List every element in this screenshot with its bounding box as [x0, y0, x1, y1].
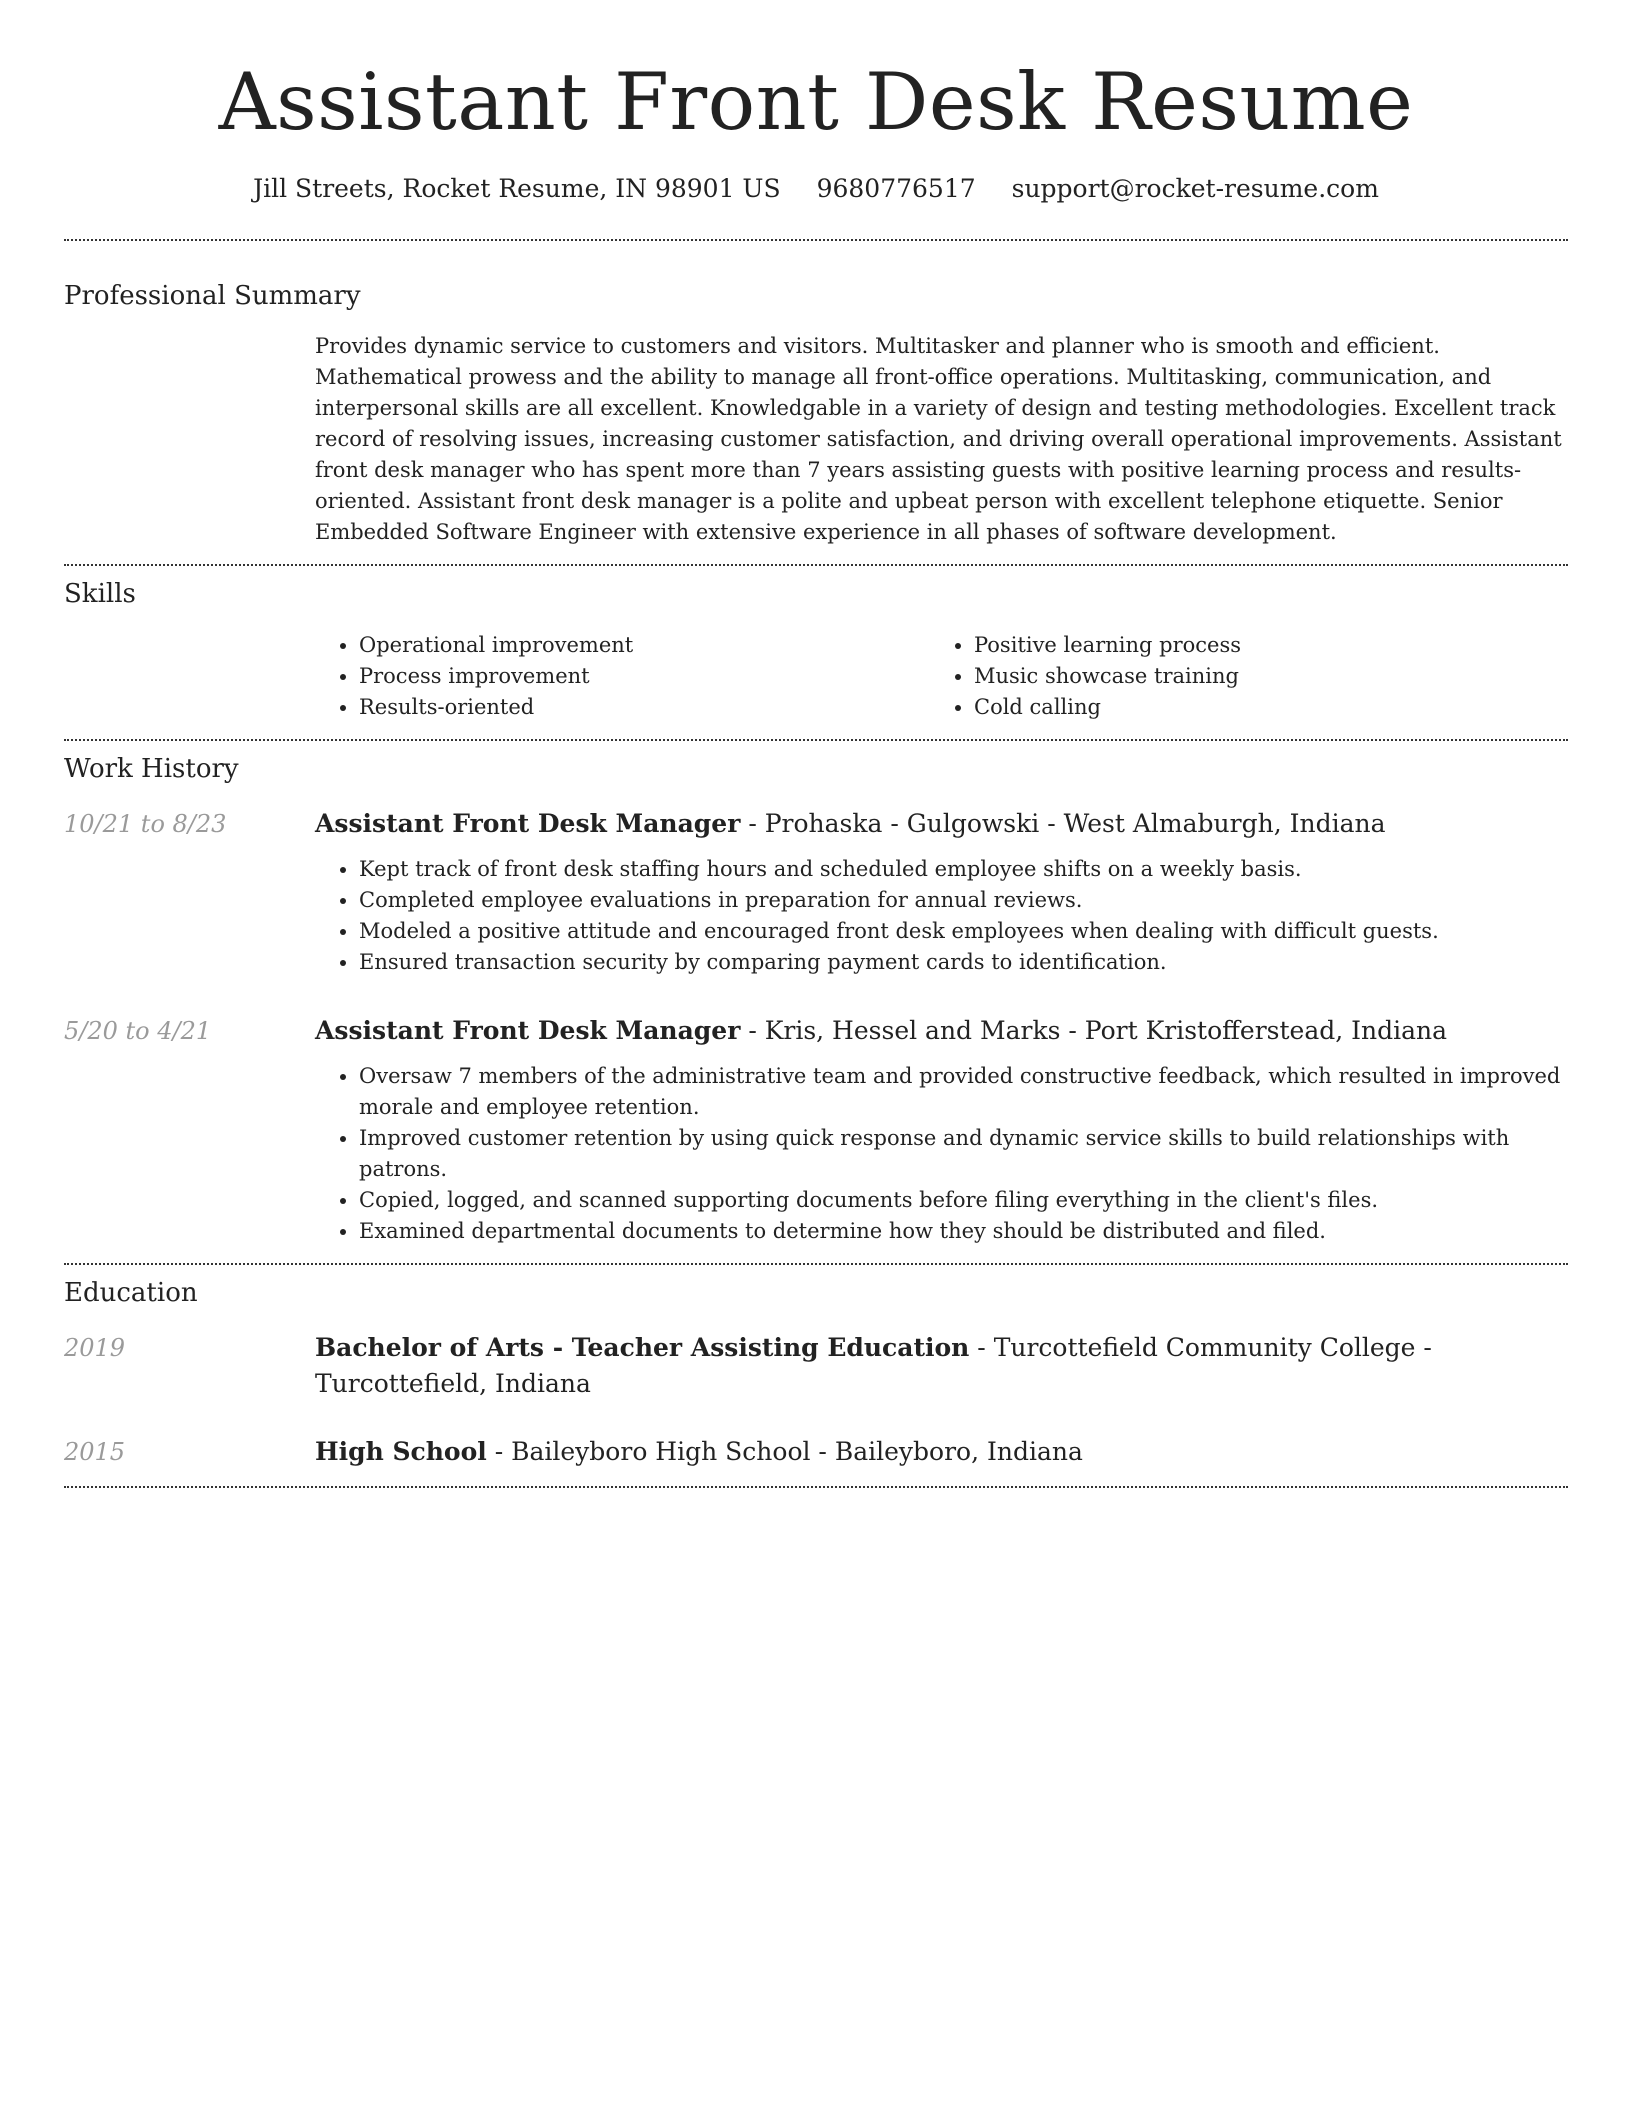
job-employer: - Kris, Hessel and Marks - Port Kristofferstead, Indiana	[740, 1016, 1448, 1045]
work-section	[64, 752, 1568, 1247]
education-year: 2015	[64, 1438, 126, 1466]
skill-item: • Positive learning process	[974, 630, 1545, 661]
education-entry	[64, 1330, 1568, 1402]
section-heading-summary: Professional Summary	[64, 281, 361, 311]
education-section	[64, 1276, 1568, 1470]
skills-section	[64, 577, 1568, 723]
contact-phone: 9680776517	[816, 174, 976, 203]
skills-column-left	[315, 630, 930, 723]
skills-list	[315, 630, 1568, 723]
job-bullet: • Completed employee evaluations in preparation for annual reviews.	[359, 885, 1568, 916]
job-heading	[315, 1013, 1568, 1049]
section-heading-work: Work History	[64, 754, 239, 784]
skill-item: • Music showcase training	[974, 661, 1545, 692]
summary-section	[64, 279, 1568, 548]
education-degree: Bachelor of Arts - Teacher Assisting Education	[315, 1333, 970, 1362]
section-heading-education: Education	[64, 1278, 198, 1308]
education-heading	[315, 1330, 1568, 1402]
job-heading	[315, 806, 1568, 842]
job-bullet: • Modeled a positive attitude and encouraged front desk employees when dealing with difficult guests.	[359, 916, 1568, 947]
summary-text: Provides dynamic service to customers and visitors. Multitasker and planner who is smooth and efficient. Mathematical prowess and the ability to manage all front-office operations. Multitasking, communication, and interpersonal skills are all excellent. Knowledgable in a variety of design and testing methodologies. Excellent track record of resolving issues, increasing customer satisfaction, and driving overall operational improvements. Assistant front desk manager who has spent more than 7 years assisting guests with positive learning process and results-oriented. Assistant front desk manager is a polite and upbeat person with excellent telephone etiquette. Senior Embedded Software Engineer with extensive experience in all phases of software development.	[315, 334, 1562, 544]
resume-page	[64, 0, 1568, 1488]
divider	[64, 1486, 1568, 1488]
job-bullet: • Kept track of front desk staffing hours and scheduled employee shifts on a weekly basis.	[359, 854, 1568, 885]
contact-line	[64, 172, 1568, 206]
job-bullet: • Improved customer retention by using quick response and dynamic service skills to build relationships with patrons.	[359, 1123, 1568, 1185]
contact-email: support@rocket-resume.com	[1011, 174, 1379, 203]
skill-item: • Results-oriented	[359, 692, 930, 723]
job-employer: - Prohaska - Gulgowski - West Almaburgh, Indiana	[740, 809, 1386, 838]
education-degree: High School	[315, 1437, 487, 1466]
job-dates: 10/21 to 8/23	[64, 810, 227, 838]
job-bullet: • Examined departmental documents to determine how they should be distributed and filed.	[359, 1216, 1568, 1247]
job-bullet: • Ensured transaction security by comparing payment cards to identification.	[359, 947, 1568, 978]
divider	[64, 564, 1568, 566]
job-title: Assistant Front Desk Manager	[315, 1016, 741, 1045]
skills-column-right	[930, 630, 1545, 723]
education-school: - Turcottefield Community College - Turcottefield, Indiana	[315, 1333, 1432, 1398]
divider	[64, 239, 1568, 241]
contact-address: Jill Streets, Rocket Resume, IN 98901 US	[253, 174, 781, 203]
job-bullets	[315, 1061, 1568, 1247]
skill-item: • Cold calling	[974, 692, 1545, 723]
divider	[64, 1263, 1568, 1265]
skill-item: • Operational improvement	[359, 630, 930, 661]
job-dates: 5/20 to 4/21	[64, 1017, 212, 1045]
resume-title: Assistant Front Desk Resume	[218, 56, 1414, 148]
education-year: 2019	[64, 1334, 126, 1362]
job-bullet: • Oversaw 7 members of the administrative team and provided constructive feedback, which resulted in improved morale and employee retention.	[359, 1061, 1568, 1123]
section-heading-skills: Skills	[64, 579, 136, 609]
job-bullets	[315, 854, 1568, 978]
skill-item: • Process improvement	[359, 661, 930, 692]
education-heading	[315, 1434, 1568, 1470]
job-title: Assistant Front Desk Manager	[315, 809, 741, 838]
education-school: - Baileyboro High School - Baileyboro, Indiana	[486, 1437, 1083, 1466]
job-bullet: • Copied, logged, and scanned supporting documents before filing everything in the client's files.	[359, 1185, 1568, 1216]
education-entry	[64, 1434, 1568, 1470]
divider	[64, 739, 1568, 741]
job-entry	[64, 1013, 1568, 1247]
job-entry	[64, 806, 1568, 978]
